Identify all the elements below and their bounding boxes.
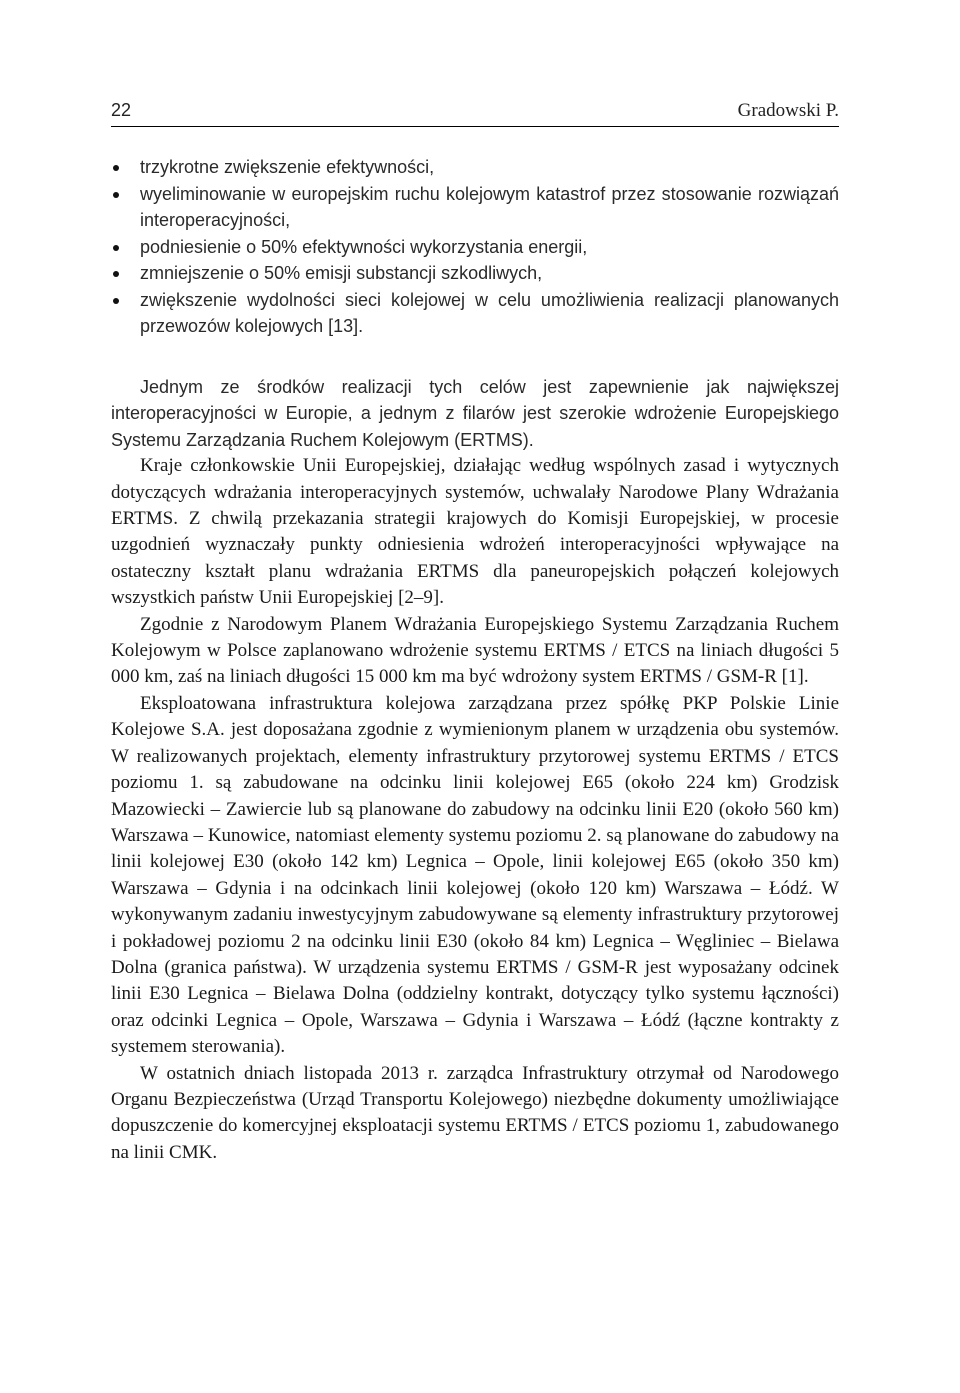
list-item-text: trzykrotne zwiększenie efektywności,: [140, 157, 435, 177]
list-item: [111, 234, 839, 261]
bullet-icon: [113, 245, 119, 251]
paragraph: W ostatnich dniach listopada 2013 r. zarządca Infrastruktury otrzymał od Narodowego Organu Bezpieczeństwa (Urząd Transportu Kolejowego) niezbędne dokumenty umożliwiające dopuszczenie do komercyjnej eksploatacji systemu ERTMS / ETCS poziomu 1, zabudowanego na linii CMK.: [111, 1062, 839, 1163]
paragraph: Eksploatowana infrastruktura kolejowa zarządzana przez spółkę PKP Polskie Linie Kolejowe S.A. jest doposażana zgodnie z wymienionym planem w urządzenia obu systemów. W realizowanych projektach, elementy infrastruktury przytorowej systemu ERTMS / ETCS poziomu 1. są zabudowane na odcinku linii kolejowej E65 (około 224 km) Grodzisk Mazowiecki – Zawiercie lub są planowane do zabudowy na odcinku linii E20 (około 560 km) Warszawa – Kunowice, natomiast elementy systemu poziomu 2. są planowane do zabudowy na linii kolejowej E30 (około 142 km) Legnica – Opole, linii kolejowej E65 (około 350 km) Warszawa – Gdynia i na odcinkach linii kolejowej (około 120 km) Warszawa – Łódź. W wykonywanym zadaniu inwestycyjnym zabudowywane są elementy infrastruktury przytorowej i pokładowej poziomu 2 na odcinku linii E30 (około 84 km) Legnica – Węgliniec – Bielawa Dolna (granica państwa). W urządzenia systemu ERTMS / GSM-R jest wyposażany odcinek linii E30 Legnica – Bielawa Dolna (oddzielny kontrakt, dotyczący tylko systemu łączności) oraz odcinki Legnica – Opole, Warszawa – Gdynia i Warszawa – Łódź (łączne kontrakty z systemem sterowania).: [111, 692, 839, 1058]
list-item-text: wyeliminowanie w europejskim ruchu kolejowym katastrof przez stosowanie rozwiązań interoperacyjności,: [140, 183, 839, 230]
bullet-icon: [113, 165, 119, 171]
list-item: [111, 181, 839, 234]
paragraph: Kraje członkowskie Unii Europejskiej, działając według wspólnych zasad i wytycznych dotyczących wdrażania interoperacyjnych systemów, uchwalały Narodowe Plany Wdrażania ERTMS. Z chwilą przekazania strategii krajowych do Komisji Europejskiej, w procesie uzgodnień wyznaczały punkty odniesienia wdrożeń interoperacyjności wpływające na ostateczny kształt planu wdrażania ERTMS dla paneuropejskich połączeń kolejowych wszystkich państw Unii Europejskiej [2–9].: [111, 455, 839, 609]
list-item: [111, 287, 839, 340]
bullet-icon: [113, 192, 119, 198]
page-header: [111, 96, 839, 127]
list-item-text: zwiększenie wydolności sieci kolejowej w celu umożliwienia realizacji planowanych przewozów kolejowych [13].: [140, 289, 839, 336]
list-item: [111, 154, 839, 181]
body-text: [111, 374, 839, 1166]
paragraph: Jednym ze środków realizacji tych celów jest zapewnienie jak największej interoperacyjności w Europie, a jednym z filarów jest szerokie wdrożenie Europejskiego Systemu Zarządzania Ruchem Kolejowym (ERTMS).: [111, 377, 839, 450]
list-item-text: podniesienie o 50% efektywności wykorzystania energii,: [140, 236, 588, 257]
bullet-icon: [113, 271, 119, 277]
bullet-list: [111, 154, 839, 340]
running-head-author: Gradowski P.: [737, 100, 839, 121]
bullet-icon: [113, 298, 119, 304]
page-number: 22: [111, 100, 132, 120]
list-item: [111, 260, 839, 287]
paragraph: Zgodnie z Narodowym Planem Wdrażania Europejskiego Systemu Zarządzania Ruchem Kolejowym w Polsce zaplanowano wdrożenie systemu ERTMS / ETCS na liniach długości 5 000 km, zaś na liniach długości 15 000 km ma być wdrożony system ERTMS / GSM-R [1].: [111, 613, 839, 688]
list-item-text: zmniejszenie o 50% emisji substancji szkodliwych,: [140, 263, 543, 283]
